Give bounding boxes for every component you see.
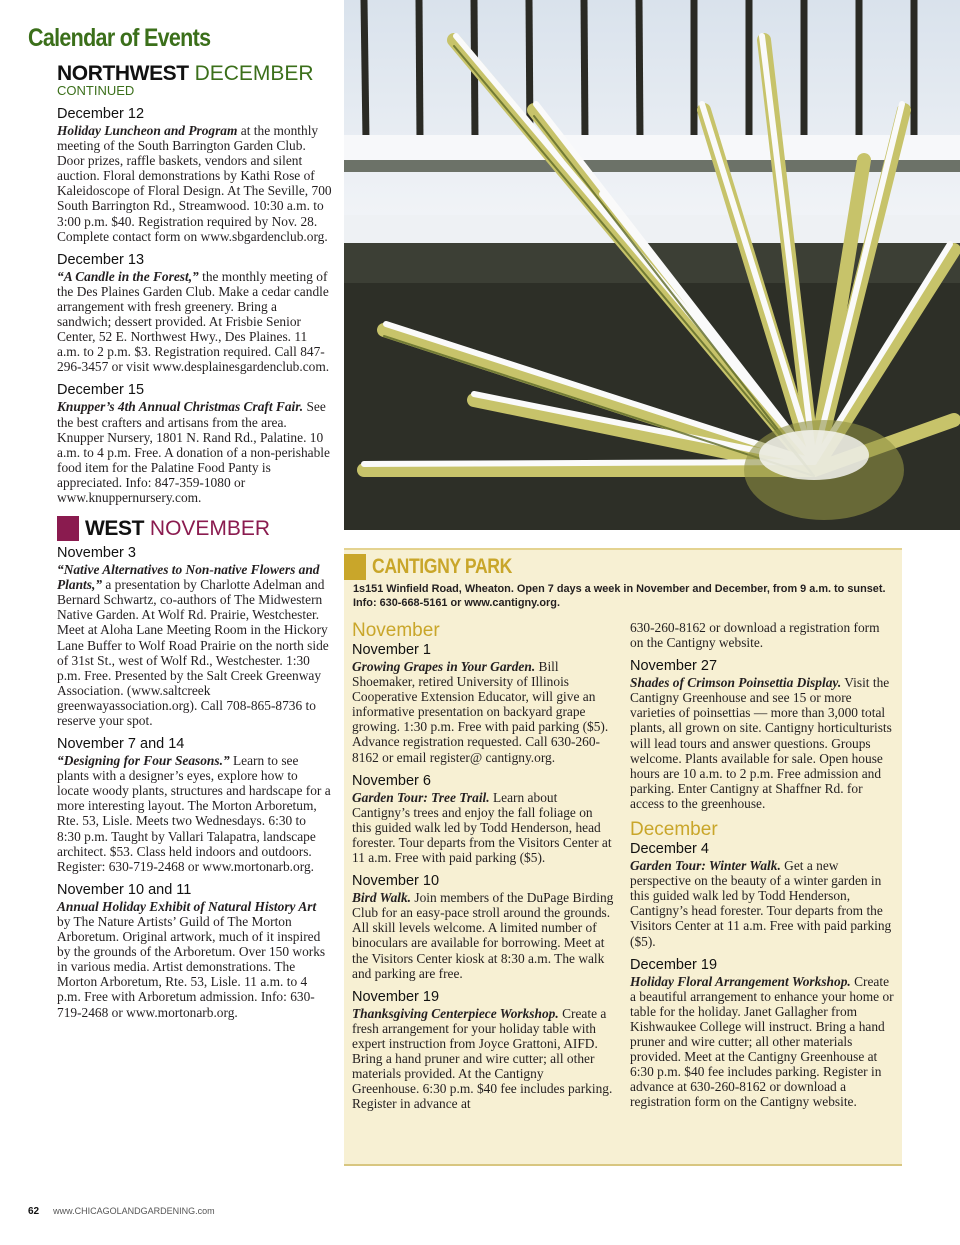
event-date: December 12	[57, 106, 145, 122]
page-footer	[28, 1206, 215, 1217]
west-heading	[57, 515, 332, 543]
website-url: www.CHICAGOLANDGARDENING.com	[53, 1206, 215, 1216]
cantigny-title: CANTIGNY PARK	[372, 555, 512, 578]
event-description: “Native Alternatives to Non-native Flowers and Plants,” a presentation by Charlotte Adelman and Bernard Schwartz, co-authors of The Midwestern Native Garden. At Wolf Rd. Prairie, Westchester. Meet at Aloha Lane Meeting Room in the Hickory Lane Buffer to Wolf Road Prairie on the north side of 31st St., west of Wolf Rd., Westchester. 1:30 p.m. Free. Presented by the Salt Creek Greenway Association. (www.saltcreek greenwayassociation.org). Call 708-865-8736 to reserve your spot.	[57, 562, 329, 728]
cantigny-park-box	[344, 548, 902, 1166]
month-label: November	[352, 620, 440, 641]
event-date: November 27	[630, 658, 718, 675]
event-description-continued: 630-260-8162 or download a registration form on the Cantigny website.	[630, 620, 880, 651]
region-name: NORTHWEST	[57, 62, 189, 85]
page-title: Calendar of Events	[28, 24, 211, 52]
event-date: December 4	[630, 841, 709, 858]
event-date: December 13	[57, 251, 145, 268]
event-description: Thanksgiving Centerpiece Workshop. Create a fresh arrangement for your holiday table with expert instruction from Joyce Grattoni, AIFD. Bring a hand pruner and wire cutter; all other materials provided. At the Cantigny Greenhouse. 6:30 p.m. $40 fee includes parking. Register in advance at	[352, 1005, 613, 1112]
event-date: November 1	[352, 642, 431, 658]
event-description: Garden Tour: Winter Walk. Get a new perspective on the beauty of a winter garden in this guided walk led by Todd Henderson, Cantigny’s head forester. Tour departs from the Visitors Center at 11 a.m. Free with paid parking ($5).	[630, 858, 892, 949]
cantigny-column-2	[630, 620, 894, 1109]
event-date: November 19	[352, 988, 440, 1005]
event-description: Holiday Floral Arrangement Workshop. Create a beautiful arrangement to enhance your home or table for the holiday. Janet Gallagher from Kishwaukee College will instruct. Bring a hand pruner and wire cutter; all other materials provided. Meet at the Cantigny Greenhouse at 6:30 p.m. $40 fee includes parking. Register in advance at 630-260-8162 or download a registration form on the Cantigny website.	[630, 973, 894, 1110]
event-date: November 10	[352, 873, 440, 890]
region-month: NOVEMBER	[149, 517, 271, 541]
continued-label: CONTINUED	[57, 83, 135, 98]
event-description: Shades of Crimson Poinsettia Display. Visit the Cantigny Greenhouse and see 15 or more varieties of poinsettias — more than 3,000 total plants, all grown on site. Cantigny horticulturists will lead tours and answer questions. Groups welcome. Plants available for sale. Open house hours are 10 a.m. to 2 p.m. Free admission and parking. Enter Cantigny at Shaffner Rd. for access to the greenhouse.	[630, 675, 892, 811]
event-description: Holiday Luncheon and Program at the monthly meeting of the South Barrington Garden Club. Door prizes, raffle baskets, vendors and silent auction. Floral demonstrations by Kathi Rose of Kaleidoscope of Floral Design. At The Seville, 700 South Barrington Rd., Streamwood. 10:30 a.m. to 3:00 p.m. $40. Registration required by Nov. 28. Complete contact form on www.sbgardenclub.org.	[57, 123, 332, 244]
event-date: November 6	[352, 772, 431, 789]
event-description: “A Candle in the Forest,” the monthly meeting of the Des Plaines Garden Club. Make a cedar candle arrangement with fresh greenery. Bring a sandwich; dessert provided. At Frisbie Senior Center, 52 E. Northwest Hwy., Des Plaines. 11 a.m. to 2 p.m. $3. Registration required. Call 847-296-3457 or visit www.desplainesgardenclub.com.	[57, 268, 330, 375]
cantigny-column-1	[352, 620, 614, 1111]
event-description: Bird Walk. Join members of the DuPage Birding Club for an easy-pace stroll around the grounds. All skill levels welcome. A limited number of binoculars are available for borrowing. Meet at the Visitors Center kiosk at 8:30 a.m. The walk and parking are free.	[352, 890, 614, 981]
month-label: December	[630, 819, 718, 841]
page-number: 62	[28, 1206, 40, 1217]
event-date: November 10 and 11	[57, 881, 192, 898]
event-date: December 15	[57, 382, 145, 399]
left-column	[57, 62, 332, 1020]
event-description: Knupper’s 4th Annual Christmas Craft Fair. See the best crafters and artisans from the area. Knupper Nursery, 1801 N. Rand Rd., Palatine. 10 a.m. to 4 p.m. Free. A donation of a non-perishable food item for the Palatine Food Panty is appreciated. Info: 847-359-1080 or www.knuppernursery.com.	[57, 399, 330, 505]
event-date: November 3	[57, 545, 136, 562]
section-marker	[57, 516, 79, 541]
event-date: December 19	[630, 956, 718, 973]
snow-covered-yucca-photo	[344, 0, 960, 530]
cantigny-info: 1s151 Winfield Road, Wheaton. Open 7 days a week in November and December, from 9 a.m. to sunset. Info: 630-668-5161 or www.cantigny.org.	[353, 583, 886, 609]
event-description: Garden Tour: Tree Trail. Learn about Cantigny’s trees and enjoy the fall foliage on this guided walk led by Todd Henderson, head forester. Tour departs from the Visitors Center at 11 a.m. Free with paid parking ($5).	[352, 789, 612, 866]
event-date: November 7 and 14	[57, 736, 185, 753]
event-description: Annual Holiday Exhibit of Natural History Art by The Nature Artists’ Guild of The Morton Arboretum. Original artwork, much of it inspired by the grounds of the Arboretum. Over 150 works in various media. Artist demonstrations. The Morton Arboretum, Rte. 53, Lisle. 11 a.m. to 4 p.m. Free with Arboretum admission. Info: 630-719-2468 or www.mortonarb.org.	[57, 898, 326, 1020]
photo-illustration	[344, 0, 960, 530]
region-month: DECEMBER	[194, 62, 314, 85]
region-name: WEST	[85, 517, 145, 541]
event-description: Growing Grapes in Your Garden. Bill Shoemaker, retired University of Illinois Cooperative Extension Educator, will give an informative presentation on backyard grape growing. 1:30 p.m. Free with paid parking ($5). Advance registration requested. Call 630-260-8162 or email register@ cantigny.org.	[352, 659, 609, 765]
event-description: “Designing for Four Seasons.” Learn to see plants with a designer’s eyes, explore how to locate woody plants, structures and hardscape for a more interesting layout. The Morton Arboretum, Rte. 53, Lisle. Meets two Wednesdays. 6:30 to 8:30 p.m. Taught by Vallari Talapatra, landscape architect. $53. Class held indoors and outdoors. Register: 630-719-2468 or www.mortonarb.org.	[57, 753, 331, 874]
section-marker	[344, 554, 366, 580]
